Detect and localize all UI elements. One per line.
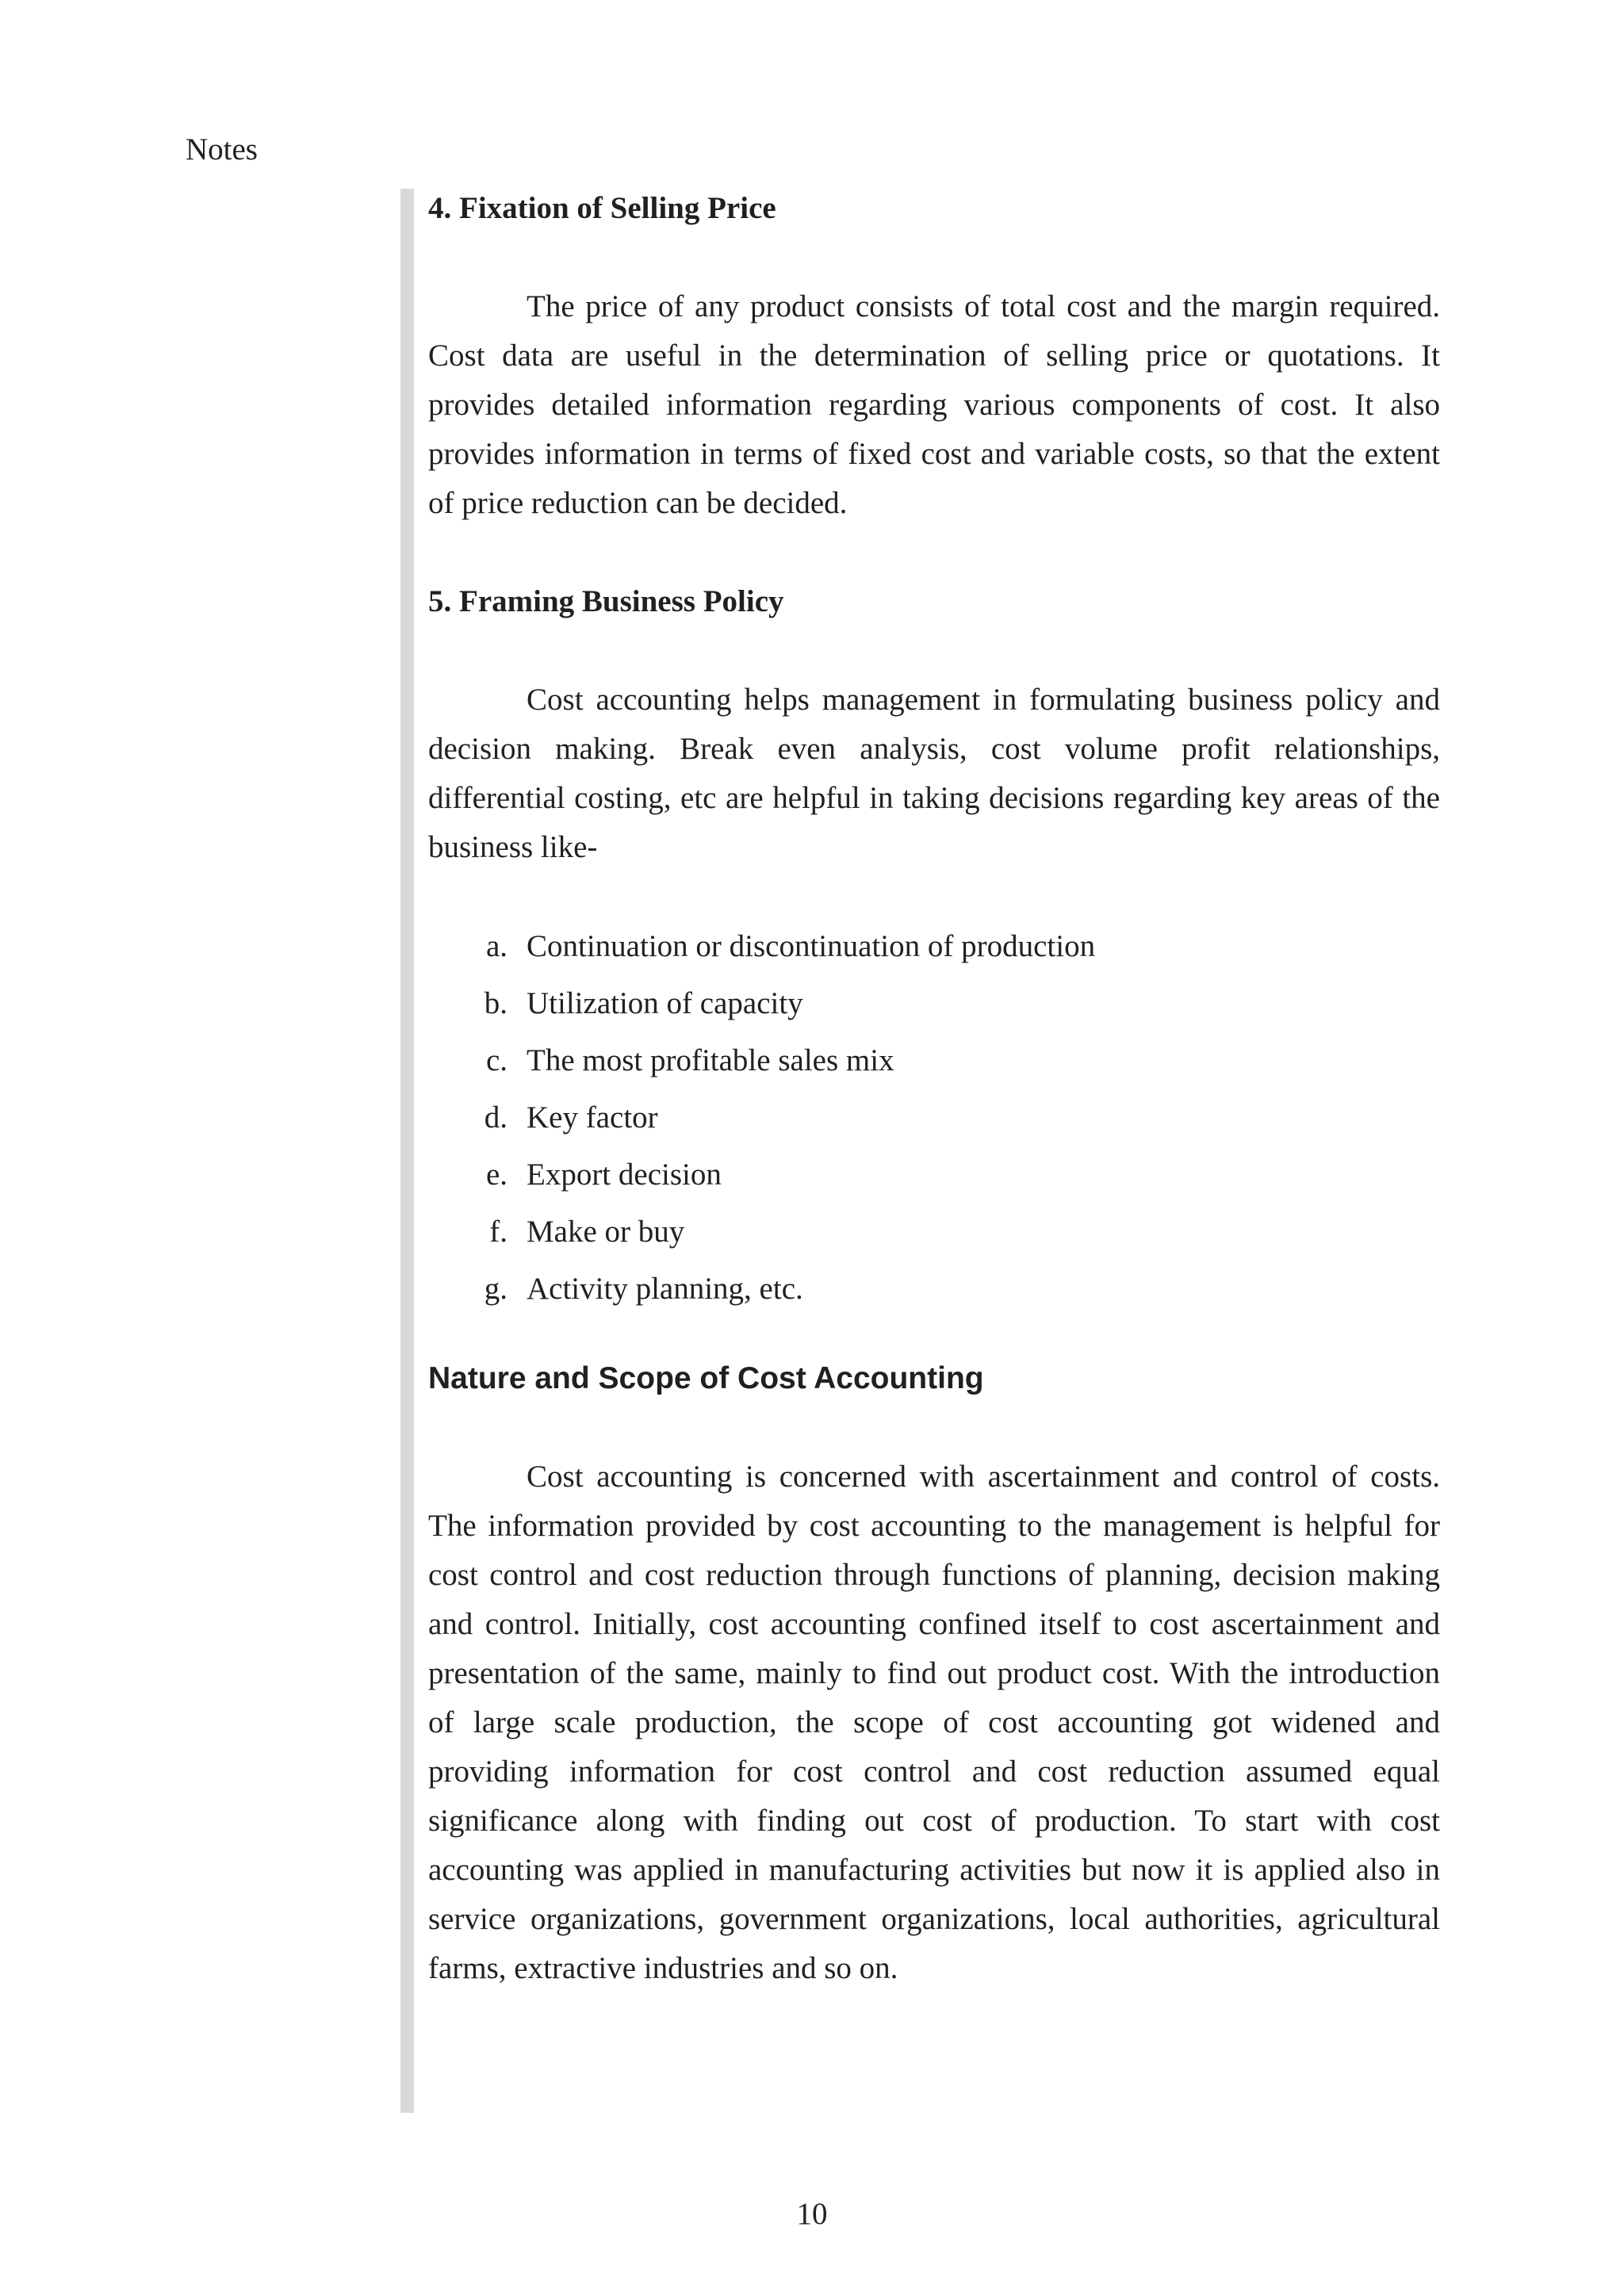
list-item-text: Continuation or discontinuation of production <box>527 929 1096 963</box>
section-5-heading: 5. Framing Business Policy <box>428 584 784 618</box>
spacer <box>428 528 1440 577</box>
list-item-text: The most profitable sales mix <box>527 1043 894 1077</box>
spacer <box>428 626 1440 675</box>
list-item-text: Utilization of capacity <box>527 986 803 1020</box>
list-item-text: Make or buy <box>527 1215 685 1249</box>
list-item-text: Export decision <box>527 1158 722 1192</box>
nature-scope-paragraph: Cost accounting is concerned with ascertainment and control of costs. The information provided by cost accounting to the management is helpful for cost control and cost reduction through functions of planning, decision making and control. Initially, cost accounting confined itself to cost ascertainment and presentation of the same, mainly to find out product cost. With the introduction of large scale production, the scope of cost accounting got widened and providing information for cost control and cost reduction assumed equal significance along with finding out cost of production. To start with cost accounting was applied in manufacturing activities but now it is applied also in service organizations, government organizations, local authorities, agricultural farms, extractive industries and so on. <box>428 1460 1440 1985</box>
page-content <box>428 184 1440 1993</box>
section-4-heading: 4. Fixation of Selling Price <box>428 191 776 225</box>
section-5-paragraph: Cost accounting helps management in formulating business policy and decision making. Break even analysis, cost volume profit relationships, differential costing, etc are helpful in taking decisions regarding key areas of the business like- <box>428 683 1440 864</box>
list-marker: g. <box>484 1272 508 1306</box>
list-item-text: Key factor <box>527 1100 658 1135</box>
spacer <box>428 233 1440 282</box>
spacer <box>428 872 1440 918</box>
list-marker: f. <box>489 1215 508 1249</box>
spacer <box>428 1403 1440 1452</box>
decision-areas-list <box>428 918 1440 1318</box>
spacer <box>428 1318 1440 1354</box>
list-item <box>428 1261 1440 1318</box>
margin-notes-label: Notes <box>186 132 258 166</box>
list-item <box>428 1203 1440 1261</box>
margin-rule-bar <box>400 189 414 2113</box>
page-number: 10 <box>796 2197 828 2231</box>
list-marker: a. <box>485 929 508 963</box>
nature-scope-heading: Nature and Scope of Cost Accounting <box>428 1361 984 1395</box>
list-marker: e. <box>485 1158 508 1192</box>
list-item <box>428 1146 1440 1203</box>
list-item <box>428 975 1440 1032</box>
list-marker: d. <box>484 1100 508 1135</box>
section-4-paragraph: The price of any product consists of total cost and the margin required. Cost data are useful in the determination of selling price or quotations. It provides detailed information regarding various components of cost. It also provides information in terms of fixed cost and variable costs, so that the extent of price reduction can be decided. <box>428 289 1440 520</box>
list-item <box>428 1089 1440 1146</box>
list-marker: c. <box>485 1043 508 1077</box>
list-item <box>428 918 1440 975</box>
list-item <box>428 1032 1440 1089</box>
list-item-text: Activity planning, etc. <box>527 1272 803 1306</box>
list-marker: b. <box>484 986 508 1020</box>
